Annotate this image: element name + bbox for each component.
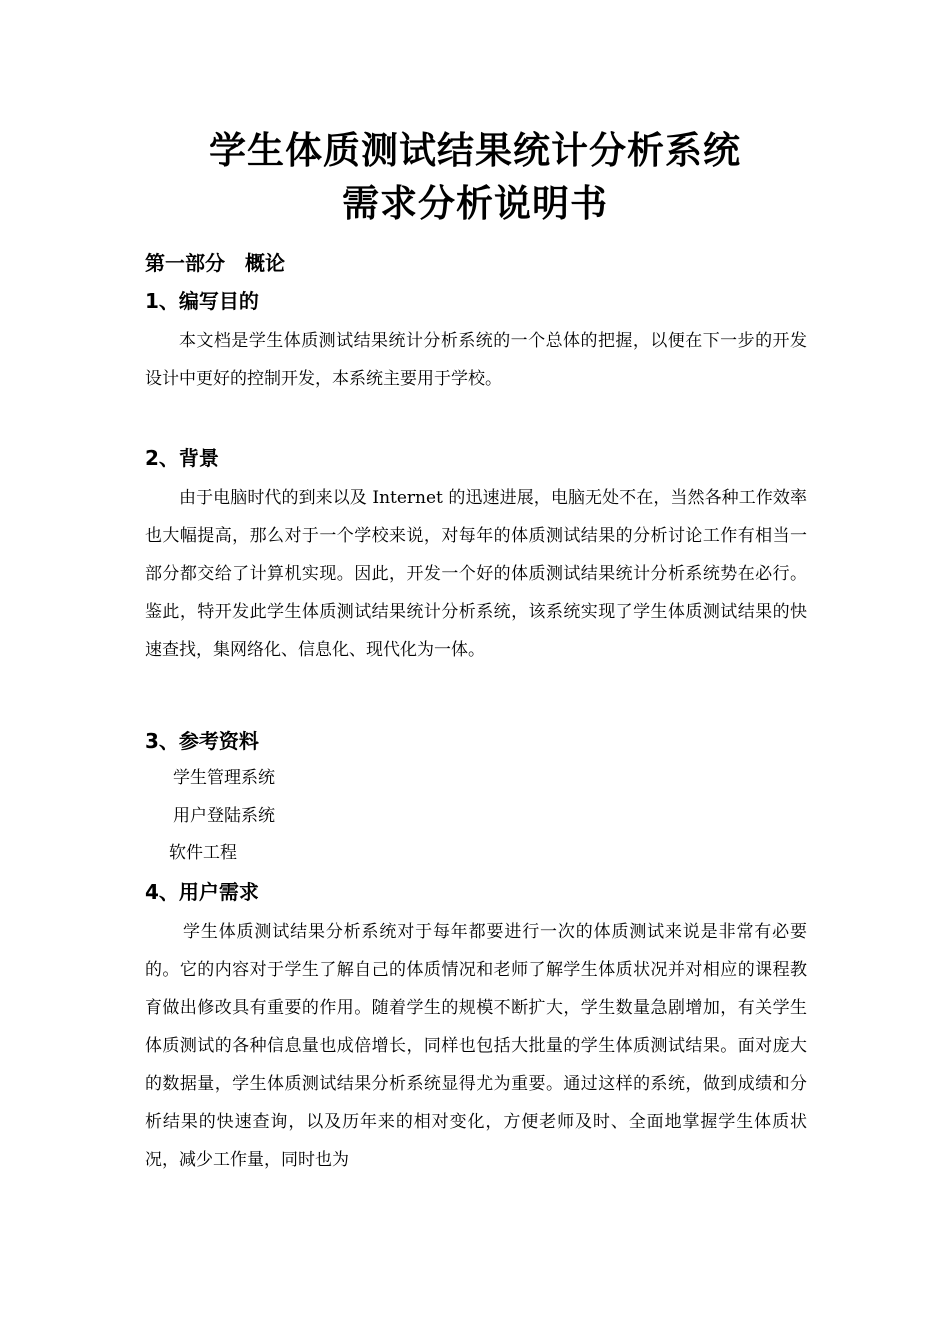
section-heading-user-requirements: 4、用户需求 (145, 880, 259, 904)
reference-item: 用户登陆系统 (173, 806, 275, 826)
section-heading-background: 2、背景 (145, 446, 219, 470)
reference-item: 学生管理系统 (173, 768, 275, 788)
section-body-purpose: 本文档是学生体质测试结果统计分析系统的一个总体的把握，以便在下一步的开发设计中更好的控制开发，本系统主要用于学校。 (145, 331, 807, 389)
document-title-line1: 学生体质测试结果统计分析系统 (209, 128, 741, 172)
document-title-line2: 需求分析说明书 (342, 181, 608, 225)
reference-item: 软件工程 (169, 843, 237, 863)
section-heading-references: 3、参考资料 (145, 729, 259, 753)
section-body-background: 由于电脑时代的到来以及 Internet 的迅速进展，电脑无处不在，当然各种工作效率也大幅提高，那么对于一个学校来说，对每年的体质测试结果的分析讨论工作有相当一部分都交给了计算机实现。因此，开发一个好的体质测试结果统计分析系统势在必行。鉴此，特开发此学生体质测试结果统计分析系统，该系统实现了学生体质测试结果的快速查找，集网络化、信息化、现代化为一体。 (145, 488, 807, 660)
section-heading-purpose: 1、编写目的 (145, 289, 259, 313)
part-heading: 第一部分 概论 (145, 251, 285, 275)
section-body-user-requirements: 学生体质测试结果分析系统对于每年都要进行一次的体质测试来说是非常有必要的。它的内容对于学生了解自己的体质情况和老师了解学生体质状况并对相应的课程教育做出修改具有重要的作用。随着学生的规模不断扩大，学生数量急剧增加，有关学生体质测试的各种信息量也成倍增长，同样也包括大批量的学生体质测试结果。面对庞大的数据量，学生体质测试结果分析系统显得尤为重要。通过这样的系统，做到成绩和分析结果的快速查询，以及历年来的相对变化，方便老师及时、全面地掌握学生体质状况，减少工作量，同时也为 (145, 922, 807, 1170)
